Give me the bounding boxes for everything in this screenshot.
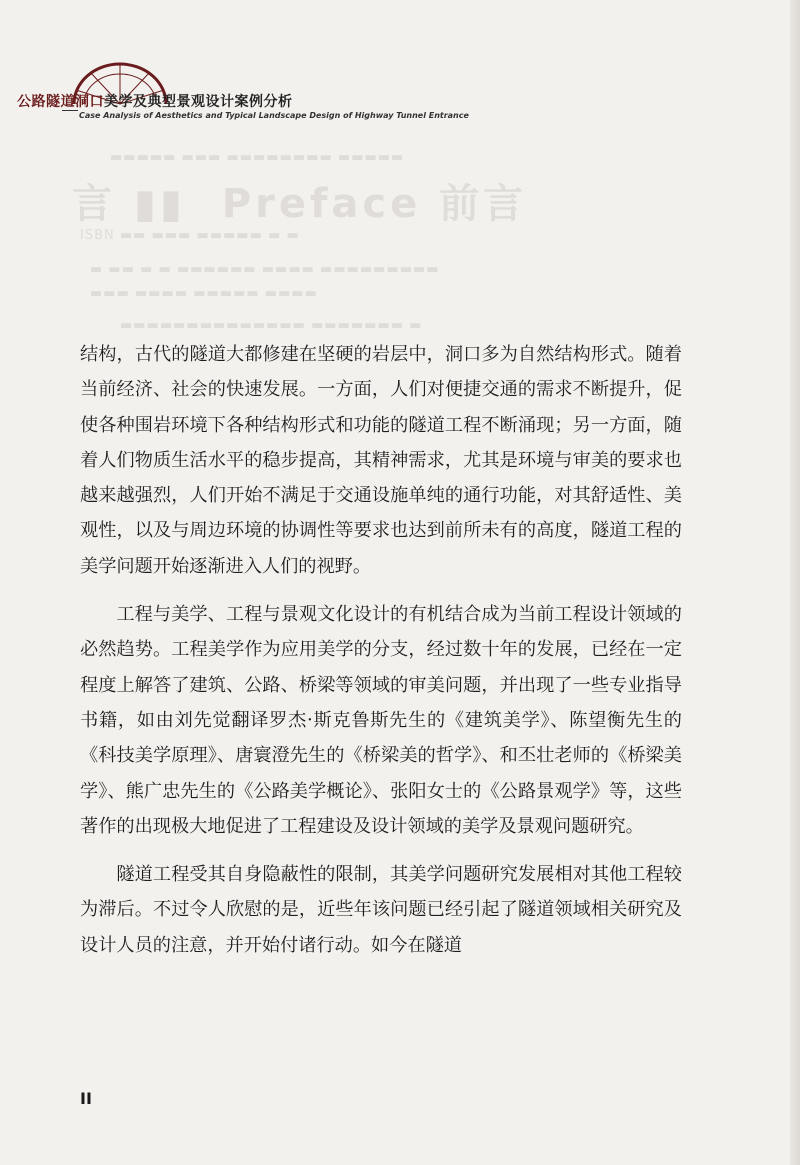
paragraph: 工程与美学、工程与景观文化设计的有机结合成为当前工程设计领域的必然趋势。工程美学作为应用美学的分支，经过数十年的发展，已经在一定程度上解答了建筑、公路、桥梁等领域的审美问题，并出现了一些专业指导书籍，如由刘先觉翻译罗杰·斯克鲁斯先生的《建筑美学》、陈望衡先生的《科技美学原理》、唐寰澄先生的《桥梁美的哲学》、和丕壮老师的《桥梁美学》、熊广忠先生的《公路美学概论》、张阳女士的《公路景观学》等，这些著作的出现极大地促进了工程建设及设计领域的美学及景观问题研究。 <box>80 604 682 837</box>
book-title <box>17 91 293 111</box>
body-text <box>80 337 682 963</box>
page-number: II <box>80 1089 92 1108</box>
header-rule <box>62 110 78 111</box>
ghost-text: ▬ ▬▬ ▬ ▬ ▬▬▬▬▬▬ ▬▬▬▬ ▬▬▬▬▬▬▬▬▬ <box>90 262 440 277</box>
paragraph: 结构，古代的隧道大都修建在坚硬的岩层中，洞口多为自然结构形式。随着当前经济、社会的快速发展。一方面，人们对便捷交通的需求不断提升，促使各种围岩环境下各种结构形式和功能的隧道工程不断涌现；另一方面，随着人们物质生活水平的稳步提高，其精神需求，尤其是环境与审美的要求也越来越强烈，人们开始不满足于交通设施单纯的通行功能，对其舒适性、美观性，以及与周边环境的协调性等要求也达到前所未有的高度，隧道工程的美学问题开始逐渐进入人们的视野。 <box>80 344 682 577</box>
ghost-text: 言 ▮▮ Preface 前言 <box>72 181 528 227</box>
paragraph: 隧道工程受其自身隐蔽性的限制，其美学问题研究发展相对其他工程较为滞后。不过令人欣慰的是，近些年该问题已经引起了隧道领域相关研究及设计人员的注意，并开始付诸行动。如今在隧道 <box>80 864 682 956</box>
page-edge <box>790 0 800 1165</box>
ghost-text: ▬▬▬▬▬ ▬▬▬ ▬▬▬▬▬▬▬▬ ▬▬▬▬▬ <box>110 150 405 165</box>
ghost-text: ▬▬▬▬▬▬▬▬▬▬▬▬▬▬ ▬▬▬▬▬▬▬ ▬ <box>120 318 423 333</box>
book-title-accent: 公路隧道洞口 <box>17 94 104 110</box>
book-title-english: Case Analysis of Aesthetics and Typical Landscape Design of Highway Tunnel Entrance <box>79 111 469 120</box>
ghost-text: ISBN ▬▬ ▬▬▬ ▬▬▬▬▬ ▬ ▬ <box>80 228 300 243</box>
ghost-text: ▬▬▬ ▬▬▬▬ ▬▬▬▬▬ ▬▬▬▬ <box>90 286 318 301</box>
book-title-rest: 美学及典型景观设计案例分析 <box>104 94 293 110</box>
